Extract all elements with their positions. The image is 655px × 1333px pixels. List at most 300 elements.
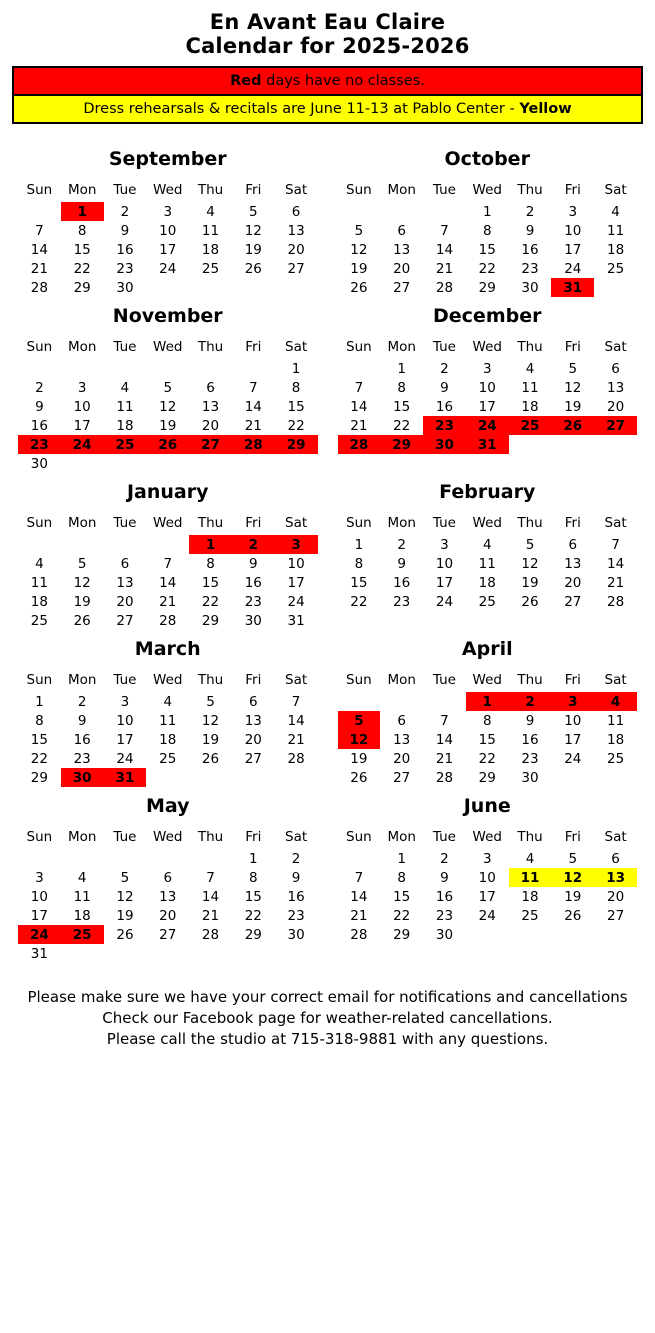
day-cell: 6 [249,693,258,710]
weekday-mon: Mon [67,182,97,198]
day-cell: 9 [440,869,449,886]
day-cell: 18 [478,574,496,591]
day-cell: 3 [482,850,492,867]
day-cell: 9 [525,712,535,729]
month-table [338,670,638,787]
month-table [338,180,638,297]
day-cell-empty [232,278,275,297]
month-title: February [439,481,536,503]
day-cell-empty [104,454,147,473]
day-cell: 6 [291,203,301,220]
day-cell-empty [146,278,189,297]
day-cell: 13 [159,888,177,905]
day-cell-empty [61,849,104,868]
day-cell: 9 [291,869,301,886]
day-cell: 17 [73,417,91,434]
day-cell: 21 [30,260,48,277]
day-cell: 25 [61,925,104,944]
weekday-mon: Mon [387,829,416,845]
day-cell: 18 [73,907,91,924]
day-cell-empty [509,925,552,944]
day-cell: 24 [564,750,582,767]
day-cell: 15 [393,888,411,905]
weekday-sun: Sun [346,515,372,531]
day-cell: 8 [397,379,406,396]
day-cell: 4 [35,555,44,572]
day-cell: 19 [564,888,582,905]
day-cell: 9 [440,379,449,396]
day-cell: 15 [393,398,411,415]
day-cell: 23 [244,593,262,610]
day-cell: 17 [116,731,134,748]
month-february [328,479,648,630]
day-cell: 19 [73,593,91,610]
week-row [18,359,318,378]
day-cell-empty [275,768,318,787]
day-cell: 11 [30,574,48,591]
day-cell: 27 [287,260,305,277]
day-cell: 11 [509,868,552,887]
weekday-mon: Mon [67,515,97,531]
legend-banners [8,66,647,124]
day-cell: 21 [435,750,454,767]
weekday-sun: Sun [346,672,372,688]
day-cell: 30 [287,926,305,943]
day-cell: 10 [159,222,177,239]
day-cell: 23 [435,907,454,924]
day-cell: 26 [350,769,368,786]
weekday-thu: Thu [517,515,543,531]
day-cell: 22 [393,417,411,434]
day-cell: 1 [466,692,509,711]
day-cell: 3 [77,379,87,396]
week-row [338,730,638,749]
weekday-tue: Tue [113,182,137,198]
day-cell: 13 [393,241,411,258]
day-cell: 7 [440,712,449,729]
day-cell: 29 [478,769,496,786]
month-table [18,670,318,787]
day-cell: 15 [350,574,368,591]
day-cell: 1 [189,535,232,554]
day-cell: 9 [35,398,44,415]
weekday-header-row [18,827,318,849]
banner-red-text: days have no classes. [261,73,425,89]
week-row [18,378,318,397]
day-cell: 4 [525,360,535,377]
week-row [338,202,638,221]
week-row [18,768,318,787]
day-cell: 1 [291,360,301,377]
weekday-tue: Tue [113,515,137,531]
day-cell: 21 [607,574,625,591]
day-cell-empty [61,454,104,473]
month-table [18,827,318,963]
month-table [338,827,638,944]
week-row [338,592,638,611]
day-cell: 27 [594,416,637,435]
day-cell: 20 [393,260,411,277]
weekday-sun: Sun [26,339,53,355]
day-cell: 15 [478,731,496,748]
day-cell: 18 [116,417,134,434]
week-row [338,240,638,259]
day-cell: 12 [551,868,594,887]
weekday-sat: Sat [285,339,308,355]
week-row [18,925,318,944]
weekday-wed: Wed [153,515,183,531]
day-cell: 20 [393,750,411,767]
day-cell: 3 [163,203,173,220]
day-cell: 23 [393,593,411,610]
day-cell-empty [146,849,189,868]
week-row [338,259,638,278]
day-cell: 22 [393,907,411,924]
day-cell: 24 [159,260,177,277]
day-cell-empty [423,202,466,221]
day-cell: 16 [244,574,262,591]
day-cell: 7 [249,379,258,396]
week-row [338,849,638,868]
footer-line-1: Please make sure we have your correct email for notifications and cancellations [27,988,628,1006]
day-cell-empty [551,435,594,454]
day-cell: 16 [116,241,134,258]
month-title: January [126,481,209,503]
weekday-thu: Thu [197,339,224,355]
day-cell: 5 [568,360,578,377]
weekday-wed: Wed [472,182,502,198]
day-cell: 30 [423,435,466,454]
day-cell: 14 [350,888,368,905]
weekday-fri: Fri [564,672,581,688]
day-cell: 13 [607,379,625,396]
day-cell: 23 [116,260,134,277]
day-cell: 20 [244,731,262,748]
day-cell: 20 [201,417,220,434]
day-cell-empty [18,535,61,554]
banner-yellow-text: Dress rehearsals & recitals are June 11-13 at Pablo Center - [83,101,520,117]
weekday-header-row [338,513,638,535]
day-cell: 27 [244,750,262,767]
week-row [338,573,638,592]
day-cell: 15 [201,574,220,591]
day-cell: 28 [232,435,275,454]
weekday-sat: Sat [604,672,627,688]
page-title [8,10,647,58]
day-cell: 1 [482,203,492,220]
day-cell: 7 [206,869,215,886]
day-cell: 16 [521,241,539,258]
weekday-sat: Sat [285,182,308,198]
day-cell: 21 [201,907,220,924]
day-cell: 4 [611,203,620,220]
day-cell: 28 [159,612,177,629]
day-cell: 28 [607,593,625,610]
day-cell: 6 [568,536,578,553]
day-cell-empty [146,768,189,787]
footer-line-2: Check our Facebook page for weather-related cancellations. [102,1009,553,1027]
week-row [338,711,638,730]
month-september [8,146,328,297]
day-cell: 7 [163,555,173,572]
day-cell: 4 [206,203,215,220]
day-cell: 4 [163,693,173,710]
weekday-mon: Mon [387,339,416,355]
week-row [18,849,318,868]
weekday-header-row [18,513,318,535]
day-cell: 22 [30,750,48,767]
day-cell-empty [232,454,275,473]
day-cell: 25 [607,750,625,767]
week-row [18,202,318,221]
day-cell: 11 [607,712,625,729]
week-row [338,378,638,397]
title-line-1: En Avant Eau Claire [209,10,446,34]
weekday-sun: Sun [26,672,53,688]
day-cell: 7 [35,222,44,239]
day-cell-empty [275,278,318,297]
weekday-header-row [338,670,638,692]
weekday-tue: Tue [432,339,456,355]
day-cell: 25 [509,416,552,435]
day-cell: 2 [35,379,44,396]
day-cell: 13 [564,555,582,572]
day-cell: 5 [354,222,364,239]
weekday-sat: Sat [604,182,627,198]
day-cell: 12 [73,574,91,591]
weekday-wed: Wed [153,829,183,845]
weekday-header-row [338,827,638,849]
day-cell: 12 [159,398,177,415]
week-row [338,692,638,711]
day-cell: 2 [440,850,449,867]
day-cell: 21 [287,731,305,748]
day-cell: 8 [354,555,364,572]
day-cell: 30 [61,768,104,787]
day-cell: 5 [249,203,258,220]
weekday-fri: Fri [245,672,262,688]
day-cell: 27 [607,907,625,924]
day-cell: 8 [482,712,492,729]
day-cell-empty [338,202,381,221]
day-cell: 18 [201,241,220,258]
day-cell: 19 [159,417,177,434]
day-cell-empty [509,435,552,454]
day-cell: 16 [435,398,454,415]
day-cell-empty [594,435,637,454]
day-cell: 13 [287,222,305,239]
weekday-sat: Sat [604,515,627,531]
day-cell-empty [104,849,147,868]
day-cell: 25 [521,907,539,924]
day-cell: 19 [244,241,262,258]
day-cell: 27 [116,612,134,629]
day-cell: 11 [159,712,177,729]
day-cell: 20 [159,907,177,924]
week-row [18,535,318,554]
week-row [18,278,318,297]
day-cell-empty [146,454,189,473]
day-cell: 25 [104,435,147,454]
day-cell: 24 [435,593,454,610]
day-cell: 29 [30,769,48,786]
weekday-mon: Mon [387,672,416,688]
day-cell: 28 [201,926,220,943]
month-table [18,337,318,473]
day-cell: 4 [482,536,492,553]
day-cell: 13 [201,398,220,415]
day-cell: 7 [354,379,364,396]
day-cell: 17 [435,574,454,591]
day-cell: 26 [146,435,189,454]
day-cell: 27 [159,926,177,943]
weekday-mon: Mon [387,515,416,531]
day-cell: 2 [525,203,535,220]
day-cell: 13 [594,868,637,887]
day-cell: 21 [350,907,368,924]
month-march [8,636,328,787]
weekday-mon: Mon [67,829,97,845]
day-cell: 22 [73,260,91,277]
day-cell: 6 [206,379,215,396]
weekday-thu: Thu [197,829,224,845]
week-row [338,397,638,416]
day-cell: 7 [611,536,620,553]
day-cell: 1 [397,360,406,377]
day-cell: 22 [244,907,262,924]
day-cell: 26 [116,926,134,943]
weekday-fri: Fri [564,182,581,198]
day-cell: 20 [116,593,134,610]
day-cell: 30 [521,279,539,296]
day-cell: 3 [568,203,578,220]
day-cell-empty [232,944,275,963]
weekday-sat: Sat [285,672,308,688]
day-cell: 12 [350,241,368,258]
weekday-wed: Wed [472,339,502,355]
week-row [338,359,638,378]
day-cell: 6 [163,869,173,886]
day-cell: 28 [350,926,368,943]
day-cell-empty [189,278,232,297]
day-cell-empty [338,692,381,711]
day-cell-empty [61,359,104,378]
month-title: November [112,305,223,327]
day-cell: 10 [73,398,91,415]
weekday-header-row [338,180,638,202]
day-cell: 2 [232,535,275,554]
day-cell: 25 [30,612,48,629]
weekday-tue: Tue [113,672,137,688]
day-cell: 12 [116,888,134,905]
week-row [18,397,318,416]
day-cell: 29 [201,612,220,629]
day-cell: 15 [478,241,496,258]
day-cell: 28 [287,750,305,767]
day-cell: 24 [116,750,134,767]
weekday-sun: Sun [346,182,372,198]
day-cell: 3 [482,360,492,377]
month-title: September [108,148,227,170]
week-row [18,944,318,963]
week-row [338,554,638,573]
weekday-fri: Fri [245,339,262,355]
weekday-tue: Tue [432,829,456,845]
day-cell: 16 [287,888,305,905]
day-cell: 11 [116,398,134,415]
day-cell: 22 [478,750,496,767]
day-cell: 5 [163,379,173,396]
day-cell: 10 [116,712,134,729]
day-cell: 29 [275,435,318,454]
week-row [18,573,318,592]
day-cell: 23 [18,435,61,454]
day-cell-empty [104,359,147,378]
day-cell: 19 [564,398,582,415]
day-cell: 2 [291,850,301,867]
week-row [338,925,638,944]
week-row [338,887,638,906]
day-cell: 11 [201,222,220,239]
day-cell: 22 [287,417,305,434]
day-cell: 9 [77,712,87,729]
day-cell: 25 [201,260,220,277]
weekday-sun: Sun [26,829,53,845]
day-cell: 11 [73,888,91,905]
day-cell-empty [189,944,232,963]
day-cell: 14 [607,555,625,572]
day-cell: 30 [116,279,134,296]
day-cell-empty [18,359,61,378]
day-cell: 9 [397,555,406,572]
day-cell: 14 [287,712,305,729]
day-cell: 19 [350,260,368,277]
day-cell: 31 [287,612,305,629]
weekday-mon: Mon [67,672,97,688]
day-cell: 12 [338,730,381,749]
day-cell-empty [189,849,232,868]
day-cell: 10 [478,379,496,396]
day-cell: 16 [30,417,48,434]
month-january [8,479,328,630]
day-cell: 31 [551,278,594,297]
weekday-wed: Wed [153,672,183,688]
day-cell: 25 [159,750,177,767]
day-cell: 24 [564,260,582,277]
day-cell-empty [338,359,381,378]
day-cell: 4 [594,692,637,711]
weekday-header-row [18,670,318,692]
day-cell: 1 [61,202,104,221]
week-row [18,454,318,473]
day-cell: 14 [159,574,177,591]
day-cell-empty [146,944,189,963]
day-cell: 7 [440,222,449,239]
day-cell: 31 [104,768,147,787]
banner-yellow-keyword: Yellow [519,101,572,117]
day-cell: 26 [551,416,594,435]
weekday-wed: Wed [153,182,183,198]
day-cell: 19 [350,750,368,767]
week-row [338,416,638,435]
week-row [338,749,638,768]
day-cell: 14 [435,731,454,748]
week-row [338,278,638,297]
weekday-sun: Sun [26,182,53,198]
day-cell: 17 [30,907,48,924]
weekday-fri: Fri [245,515,262,531]
day-cell-empty [275,454,318,473]
